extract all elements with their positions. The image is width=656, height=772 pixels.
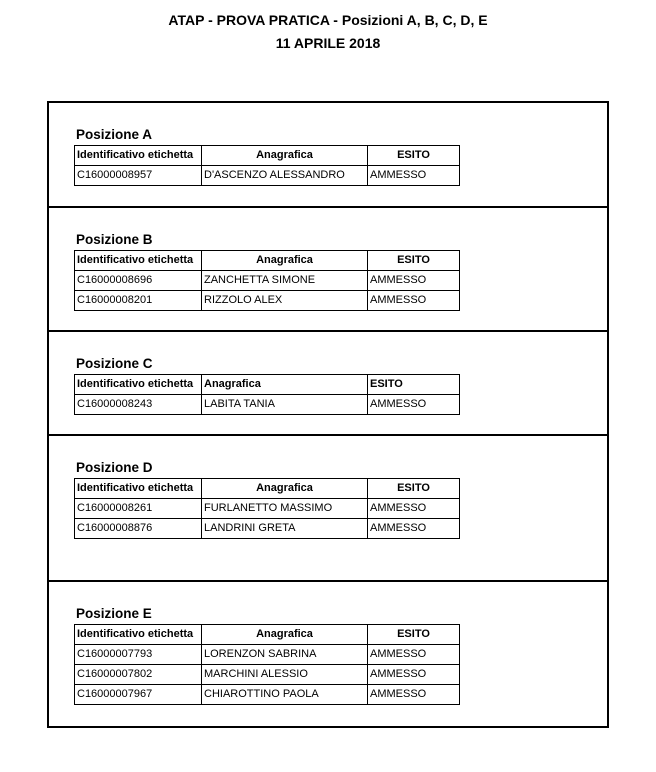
cell-identificativo: C16000007802 bbox=[75, 665, 202, 685]
cell-esito: AMMESSO bbox=[368, 271, 460, 291]
results-table bbox=[74, 250, 460, 311]
cell-identificativo: C16000008261 bbox=[75, 499, 202, 519]
cell-esito: AMMESSO bbox=[368, 519, 460, 539]
table-header-row bbox=[75, 251, 460, 271]
cell-anagrafica: LORENZON SABRINA bbox=[202, 645, 368, 665]
cell-anagrafica: MARCHINI ALESSIO bbox=[202, 665, 368, 685]
cell-anagrafica: D'ASCENZO ALESSANDRO bbox=[202, 166, 368, 186]
table-header-row bbox=[75, 479, 460, 499]
header-identificativo: Identificativo etichetta bbox=[75, 146, 202, 166]
document-date: 11 APRILE 2018 bbox=[275, 35, 381, 51]
section-posizione-d bbox=[49, 436, 607, 582]
cell-esito: AMMESSO bbox=[368, 685, 460, 705]
cell-identificativo: C16000008957 bbox=[75, 166, 202, 186]
header-esito: ESITO bbox=[368, 625, 460, 645]
header-anagrafica: Anagrafica bbox=[202, 375, 368, 395]
table-header-row bbox=[75, 146, 460, 166]
results-table bbox=[74, 624, 460, 705]
table-header-row bbox=[75, 375, 460, 395]
cell-identificativo: C16000007967 bbox=[75, 685, 202, 705]
section-posizione-e bbox=[49, 582, 607, 726]
header-anagrafica: Anagrafica bbox=[202, 251, 368, 271]
section-title: Posizione A bbox=[76, 127, 153, 142]
results-table bbox=[74, 374, 460, 415]
cell-identificativo: C16000008696 bbox=[75, 271, 202, 291]
header-esito: ESITO bbox=[368, 251, 460, 271]
section-title: Posizione E bbox=[76, 606, 152, 621]
header-identificativo: Identificativo etichetta bbox=[75, 375, 202, 395]
document-title: ATAP - PROVA PRATICA - Posizioni A, B, C, D, E bbox=[168, 12, 488, 28]
table-row bbox=[75, 291, 460, 311]
cell-anagrafica: LABITA TANIA bbox=[202, 395, 368, 415]
header-anagrafica: Anagrafica bbox=[202, 625, 368, 645]
header-esito: ESITO bbox=[368, 375, 460, 395]
cell-anagrafica: LANDRINI GRETA bbox=[202, 519, 368, 539]
section-title: Posizione B bbox=[76, 232, 153, 247]
header-anagrafica: Anagrafica bbox=[202, 479, 368, 499]
table-row bbox=[75, 166, 460, 186]
cell-esito: AMMESSO bbox=[368, 395, 460, 415]
section-posizione-c bbox=[49, 332, 607, 436]
table-row bbox=[75, 499, 460, 519]
cell-identificativo: C16000008876 bbox=[75, 519, 202, 539]
header-identificativo: Identificativo etichetta bbox=[75, 479, 202, 499]
cell-identificativo: C16000008201 bbox=[75, 291, 202, 311]
header-identificativo: Identificativo etichetta bbox=[75, 251, 202, 271]
cell-anagrafica: ZANCHETTA SIMONE bbox=[202, 271, 368, 291]
cell-esito: AMMESSO bbox=[368, 665, 460, 685]
cell-anagrafica: FURLANETTO MASSIMO bbox=[202, 499, 368, 519]
table-row bbox=[75, 665, 460, 685]
cell-anagrafica: RIZZOLO ALEX bbox=[202, 291, 368, 311]
table-row bbox=[75, 519, 460, 539]
section-title: Posizione C bbox=[76, 356, 153, 371]
header-esito: ESITO bbox=[368, 146, 460, 166]
table-row bbox=[75, 685, 460, 705]
section-posizione-a bbox=[49, 103, 607, 208]
results-frame bbox=[47, 101, 609, 728]
results-table bbox=[74, 145, 460, 186]
cell-esito: AMMESSO bbox=[368, 166, 460, 186]
cell-esito: AMMESSO bbox=[368, 645, 460, 665]
cell-identificativo: C16000007793 bbox=[75, 645, 202, 665]
table-header-row bbox=[75, 625, 460, 645]
section-title: Posizione D bbox=[76, 460, 153, 475]
table-row bbox=[75, 395, 460, 415]
section-posizione-b bbox=[49, 208, 607, 332]
results-table bbox=[74, 478, 460, 539]
header-esito: ESITO bbox=[368, 479, 460, 499]
cell-anagrafica: CHIAROTTINO PAOLA bbox=[202, 685, 368, 705]
table-row bbox=[75, 645, 460, 665]
table-row bbox=[75, 271, 460, 291]
cell-esito: AMMESSO bbox=[368, 291, 460, 311]
cell-identificativo: C16000008243 bbox=[75, 395, 202, 415]
cell-esito: AMMESSO bbox=[368, 499, 460, 519]
header-identificativo: Identificativo etichetta bbox=[75, 625, 202, 645]
header-anagrafica: Anagrafica bbox=[202, 146, 368, 166]
